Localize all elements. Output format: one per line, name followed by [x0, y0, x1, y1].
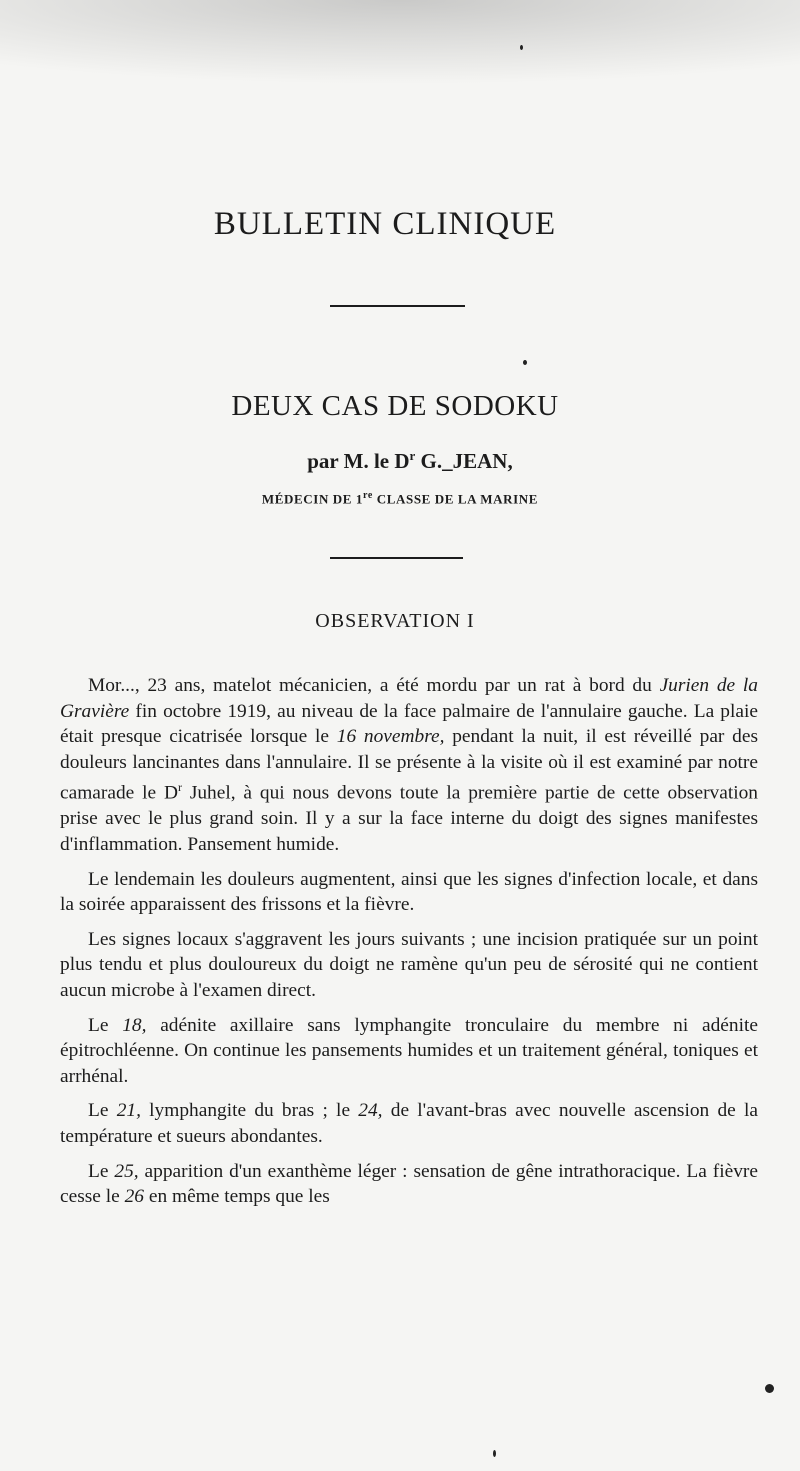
section-title: OBSERVATION I [315, 610, 475, 632]
p6-date-2: 26 [124, 1186, 144, 1208]
affiliation-prefix: MÉDECIN DE 1 [261, 491, 364, 507]
p4-text-b: adénite axillaire sans lymphangite tronculaire du membre ni adénite épitrochléenne. On continue les pansements humides et un traitement général, toniques et arrhénal. [60, 1014, 758, 1087]
p4-text-a: Le [88, 1014, 123, 1036]
p5-text-b: lymphangite du bras ; le [140, 1100, 359, 1122]
affiliation [0, 490, 800, 507]
p5-text-c: de l'avant-bras avec nouvelle ascension de la température et sueurs abondantes. [60, 1100, 758, 1147]
ship-name: Jurien de la Gravière [60, 675, 758, 722]
byline-prefix: par M. le D [307, 449, 410, 473]
p4-date: 18, [122, 1014, 147, 1036]
article-title: DEUX CAS DE SODOKU [231, 390, 559, 422]
p6-text-b: apparition d'un exanthème léger : sensation de gêne intrathoracique. La fièvre cesse le [60, 1160, 758, 1208]
affiliation-suffix: CLASSE DE LA MARINE [372, 491, 539, 507]
paragraph-6 [60, 1159, 758, 1210]
scan-speck [520, 45, 523, 50]
paragraph-1 [60, 673, 758, 858]
byline [0, 448, 800, 474]
p5-date-2: 24, [358, 1100, 383, 1122]
p6-date-1: 25, [114, 1160, 139, 1182]
scan-speck [523, 360, 527, 365]
p6-text-c: en même temps que les [144, 1186, 330, 1208]
paragraph-3: Les signes locaux s'aggravent les jours suivants ; une incision pratiquée sur un point plus tendu et plus douloureux du doigt ne ramène qu'un peu de sérosité qui ne contient aucun microbe à l'examen direct. [60, 928, 758, 1001]
title-divider [330, 305, 465, 307]
p5-text-a: Le [88, 1100, 117, 1122]
p1-text-a: Mor..., 23 ans, matelot mécanicien, a été mordu par un rat à bord du [88, 675, 660, 696]
byline-sup: r [409, 448, 416, 463]
paragraph-5 [60, 1098, 758, 1149]
p1-text-b: fin octobre 1919, au niveau de la face palmaire de l'annulaire gauche. La plaie était presque cicatrisée lorsque le [60, 700, 758, 748]
paragraph-2: Le lendemain les douleurs augmentent, ainsi que les signes d'infection locale, et dans la soirée apparaissent des frissons et la fièvre. [60, 868, 758, 916]
p5-date-1: 21, [116, 1100, 141, 1122]
p1-sup: r [177, 780, 182, 795]
byline-divider [330, 557, 463, 559]
paragraph-4 [60, 1013, 758, 1090]
affiliation-sup: re [363, 490, 373, 501]
scan-speck [765, 1384, 774, 1393]
scan-speck [493, 1450, 496, 1457]
author-name: G._JEAN, [415, 449, 513, 473]
p1-date: 16 novembre, [336, 726, 445, 748]
bulletin-title: BULLETIN CLINIQUE [213, 206, 557, 242]
p6-text-a: Le [88, 1160, 115, 1182]
p1-text-c: pendant la nuit, il est réveillé par des douleurs lancinantes dans l'annulaire. Il se présente à la visite où il est examiné par notre camarade le D [60, 726, 758, 804]
p1-text-d: Juhel, à qui nous devons toute la première partie de cette observation prise avec le plus grand soin. Il y a sur la face interne du doigt des signes manifestes d'inflammation. Pansement humide. [60, 782, 758, 856]
article-body [60, 673, 758, 1219]
